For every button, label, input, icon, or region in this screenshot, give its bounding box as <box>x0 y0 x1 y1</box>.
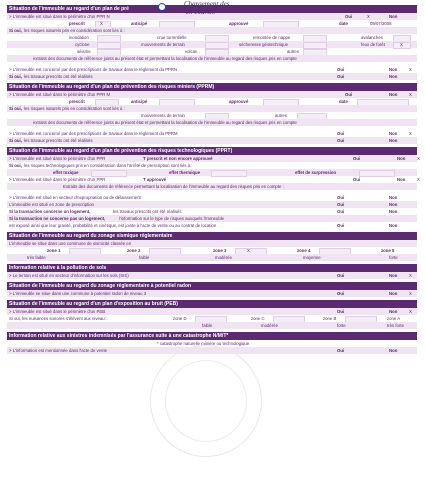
pprm-non-mark[interactable]: X <box>409 92 412 97</box>
pprn-date-value: 09/07/2008 <box>370 21 392 26</box>
section-radon-title: Situation de l'immeuble au regard du zonage réglementaire à potentiel radon <box>7 282 417 290</box>
feux-mark: X <box>400 42 403 47</box>
peb-non-mark[interactable]: X <box>409 309 412 314</box>
radon-non-mark[interactable]: X <box>409 291 412 296</box>
section-pprm: Situation de l'immeuble au regard d'un plan de prévention des risques miniers (PPRM) > L'immeuble est situé dans le périmètre d'un PPR M Oui Non X prescrit anticipé approuvé date Si oui, les risques naturels pris en considération sont liés à : mouvements de terrain autres extraits des documents de référence joints au présent état et permettant la localisation de l'immeuble au regard des risques pris en compte > L'immeuble est concerné par des prescriptions de travaux dans le règlement du PPRM Oui Non X Si oui, les travaux prescrits ont été réalisés Oui Non <box>7 83 417 144</box>
section-sismique: Situation de l'immeuble au regard du zonage sismique réglementaire L'immeuble se situe dans une commune de sismicité classée en zone 1 zone 2 zone 3 X zone 4 zone 5 très faible faible modérée moyenne forte <box>7 232 417 261</box>
loading-spinner-icon <box>158 3 166 11</box>
section-pprn-title: Situation de l'immeuble au regard d'un plan de pré <box>7 5 417 13</box>
pprt-prescrit-non-mark[interactable]: X <box>417 156 420 161</box>
pprn-travaux-non-mark[interactable]: X <box>409 67 412 72</box>
loading-text-2: en cours... <box>186 8 216 16</box>
loading-text-1: Chargement des <box>184 0 230 8</box>
section-pprn: Situation de l'immeuble au regard d'un plan de pré > L'immeuble est situé dans le périmètre d'un PPR N Oui X Non prescrit X anticipé approuvé date 09/07/2008 Si oui, les risques naturels pris en considération sont liés à : inondation crue torrentielle remontée de nappe avalanches cyclone mouvements de terrain sécheresse géotechnique feux de forêt X séisme volcan autres extraits des documents de référence joints au présent état et permettant la localisation de l'immeuble au regard des risques pris en compte > L'immeuble est concerné par des prescriptions de travaux dans le règlement du PPRN Oui Non X Si oui, les travaux prescrits ont été réalisés Oui Non <box>7 5 417 80</box>
section-radon: Situation de l'immeuble au regard du zonage réglementaire à potentiel radon > L'immeuble se situe dans une commune à potentiel radon de niveau 3 Oui Non X <box>7 282 417 297</box>
section-sols-title: Information relative à la pollution de sols <box>7 264 417 272</box>
section-sinistres-title: Information relative aux sinistres indemnisés par l'assurance suite à une catastrophe N/M/T* <box>7 332 417 340</box>
section-sols: Information relative à la pollution de sols > Le terrain est situé en secteur d'information sur les sols (SIS) Oui Non X <box>7 264 417 279</box>
section-pprt-title: Situation de l'immeuble au regard d'un plan de prévention des risques technologiques (PPRT) <box>7 147 417 155</box>
section-sinistres: Information relative aux sinistres indemnisés par l'assurance suite à une catastrophe N/M/T* * catastrophe naturelle minière ou technologique > L'information est mentionnée dans l'acte de vente Oui Non <box>7 332 417 354</box>
section-pprt: Situation de l'immeuble au regard d'un plan de prévention des risques technologiques (PPRT) > L'immeuble est situé dans le périmètre d'un PPR T prescrit et non encore approuvé Oui Non X Si oui, les risques technologiques pris en considération dans l'arrêté de prescription sont liés à : effet toxique effet thermique effet de surpression > L'immeuble est situé dans le périmètre d'un PPR T approuvé Oui Non X Extraits des documents de référence permettant la localisation de l'immeuble au regard des risques pris en compte : > L'immeuble est situé en secteur d'expropriation ou de délaissement Oui Non L'immeuble est situé en zone de prescription Oui Non Si la transaction concerne un logement, les travaux prescrits ont été réalisés Oui Non Si la transaction ne concerne pas un logement, l'information sur le type de risques auxquels l'immeuble est exposé ainsi que leur gravité, probabilité et cinétique, est jointe à l'acte de vente ou au contrat de location Oui Non <box>9 148 420 228</box>
pprm-travaux-non-mark[interactable]: X <box>409 131 412 136</box>
zone3-mark: X <box>247 248 250 253</box>
sis-non-mark[interactable]: X <box>409 273 412 278</box>
watermark-seal-inner <box>165 360 247 442</box>
section-pprm-title: Situation de l'immeuble au regard d'un plan de prévention des risques miniers (PPRM) <box>7 83 417 91</box>
section-peb-title: Situation de l'immeuble au regard d'un plan d'exposition au bruit (PEB) <box>7 300 417 308</box>
erp-form <box>7 5 420 357</box>
section-peb: Situation de l'immeuble au regard d'un plan d'exposition au bruit (PEB) > L'immeuble est situé dans le périmètre d'un PEB Oui Non X Si oui, les nuisances sonores s'élèvent aux niveau: zone D zone C zone B zone A faible modérée forte très forte <box>7 300 417 329</box>
pprn-oui-label: Oui <box>345 14 353 19</box>
pprn-question: > L'immeuble est situé dans le périmètre d'un PPR N <box>9 14 110 19</box>
pprn-oui-mark[interactable]: X <box>367 14 370 19</box>
pprt-approuve-non-mark[interactable]: X <box>417 177 420 182</box>
section-sismique-title: Situation de l'immeuble au regard du zonage sismique réglementaire <box>7 232 417 240</box>
pprn-non-label: Non <box>389 14 398 19</box>
